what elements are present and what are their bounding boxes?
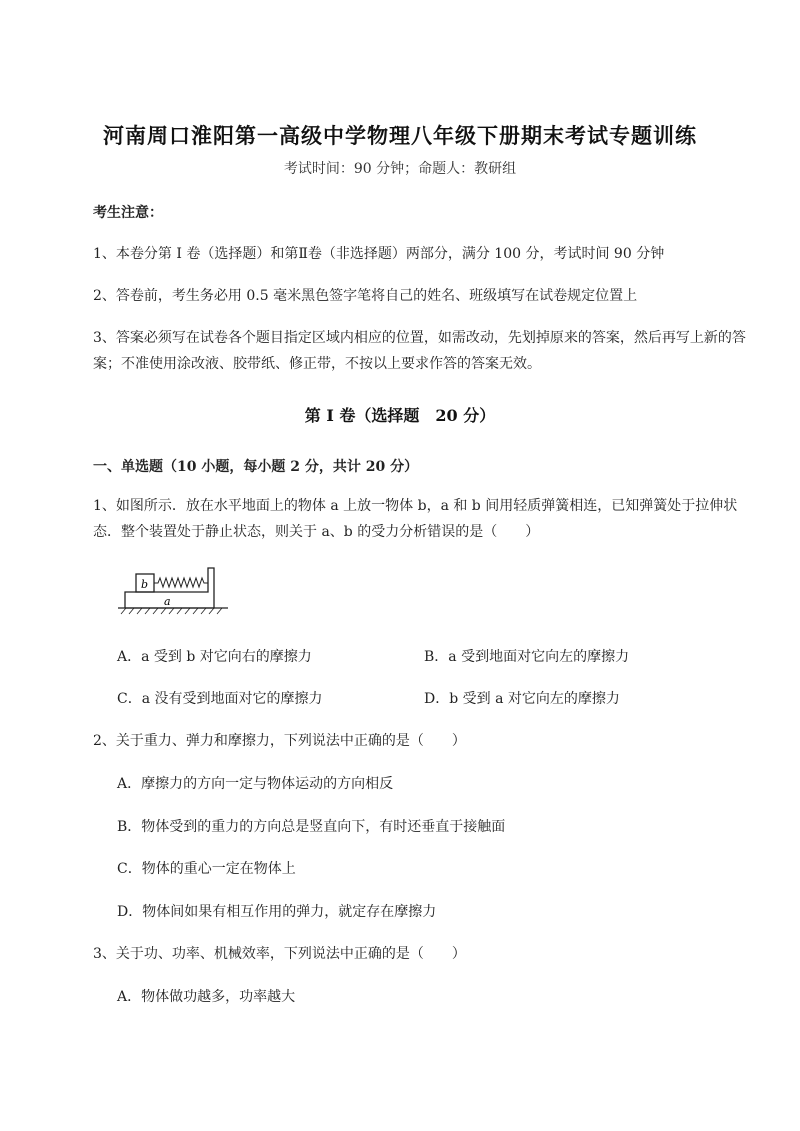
- notice-heading: 考生注意：: [93, 205, 163, 221]
- ground-hatching: [121, 608, 222, 614]
- exam-meta: 考试时间：90 分钟；命题人：教研组: [283, 161, 517, 177]
- label-a: a: [164, 595, 171, 608]
- question-1-stem: 1、如图所示．放在水平地面上的物体 a 上放一物体 b，a 和 b 间用轻质弹簧相连，已知弹簧处于拉伸状态．整个装置处于静止状态，则关于 a、b 的受力分析错误的是（ ）: [93, 498, 738, 540]
- spring: [154, 578, 208, 587]
- question-1-option-b: B．a 受到地面对它向左的摩擦力: [424, 649, 630, 665]
- question-1-figure: [118, 564, 228, 616]
- question-3-option-a: A．物体做功越多，功率越大: [117, 989, 296, 1005]
- question-1-option-a: A．a 受到 b 对它向右的摩擦力: [117, 649, 312, 665]
- page-title: 河南周口淮阳第一高级中学物理八年级下册期末考试专题训练: [103, 123, 697, 148]
- part-heading: 一、单选题（10 小题，每小题 2 分，共计 20 分）: [93, 459, 419, 475]
- question-2-option-a: A．摩擦力的方向一定与物体运动的方向相反: [117, 776, 394, 792]
- notice-item-1: 1、本卷分第 I 卷（选择题）和第Ⅱ卷（非选择题）两部分，满分 100 分，考试时间 90 分钟: [93, 246, 665, 262]
- question-1-option-c: C．a 没有受到地面对它的摩擦力: [117, 691, 323, 707]
- question-2-stem: 2、关于重力、弹力和摩擦力，下列说法中正确的是（ ）: [93, 733, 466, 749]
- question-3-stem: 3、关于功、功率、机械效率，下列说法中正确的是（ ）: [93, 946, 466, 962]
- question-1-option-d: D．b 受到 a 对它向左的摩擦力: [424, 691, 620, 707]
- section-title: 第 I 卷（选择题 20 分）: [304, 406, 496, 425]
- label-b: b: [141, 578, 149, 591]
- question-2-option-d: D．物体间如果有相互作用的弹力，就定存在摩擦力: [117, 904, 437, 920]
- notice-item-2: 2、答卷前，考生务必用 0.5 毫米黑色签字笔将自己的姓名、班级填写在试卷规定位置上: [93, 288, 638, 304]
- question-2-option-c: C．物体的重心一定在物体上: [117, 861, 296, 877]
- notice-item-3: 3、答案必须写在试卷各个题目指定区域内相应的位置，如需改动，先划掉原来的答案，然后再写上新的答案；不准使用涂改液、胶带纸、修正带，不按以上要求作答的答案无效。: [93, 330, 746, 372]
- question-2-option-b: B．物体受到的重力的方向总是竖直向下，有时还垂直于接触面: [117, 819, 506, 835]
